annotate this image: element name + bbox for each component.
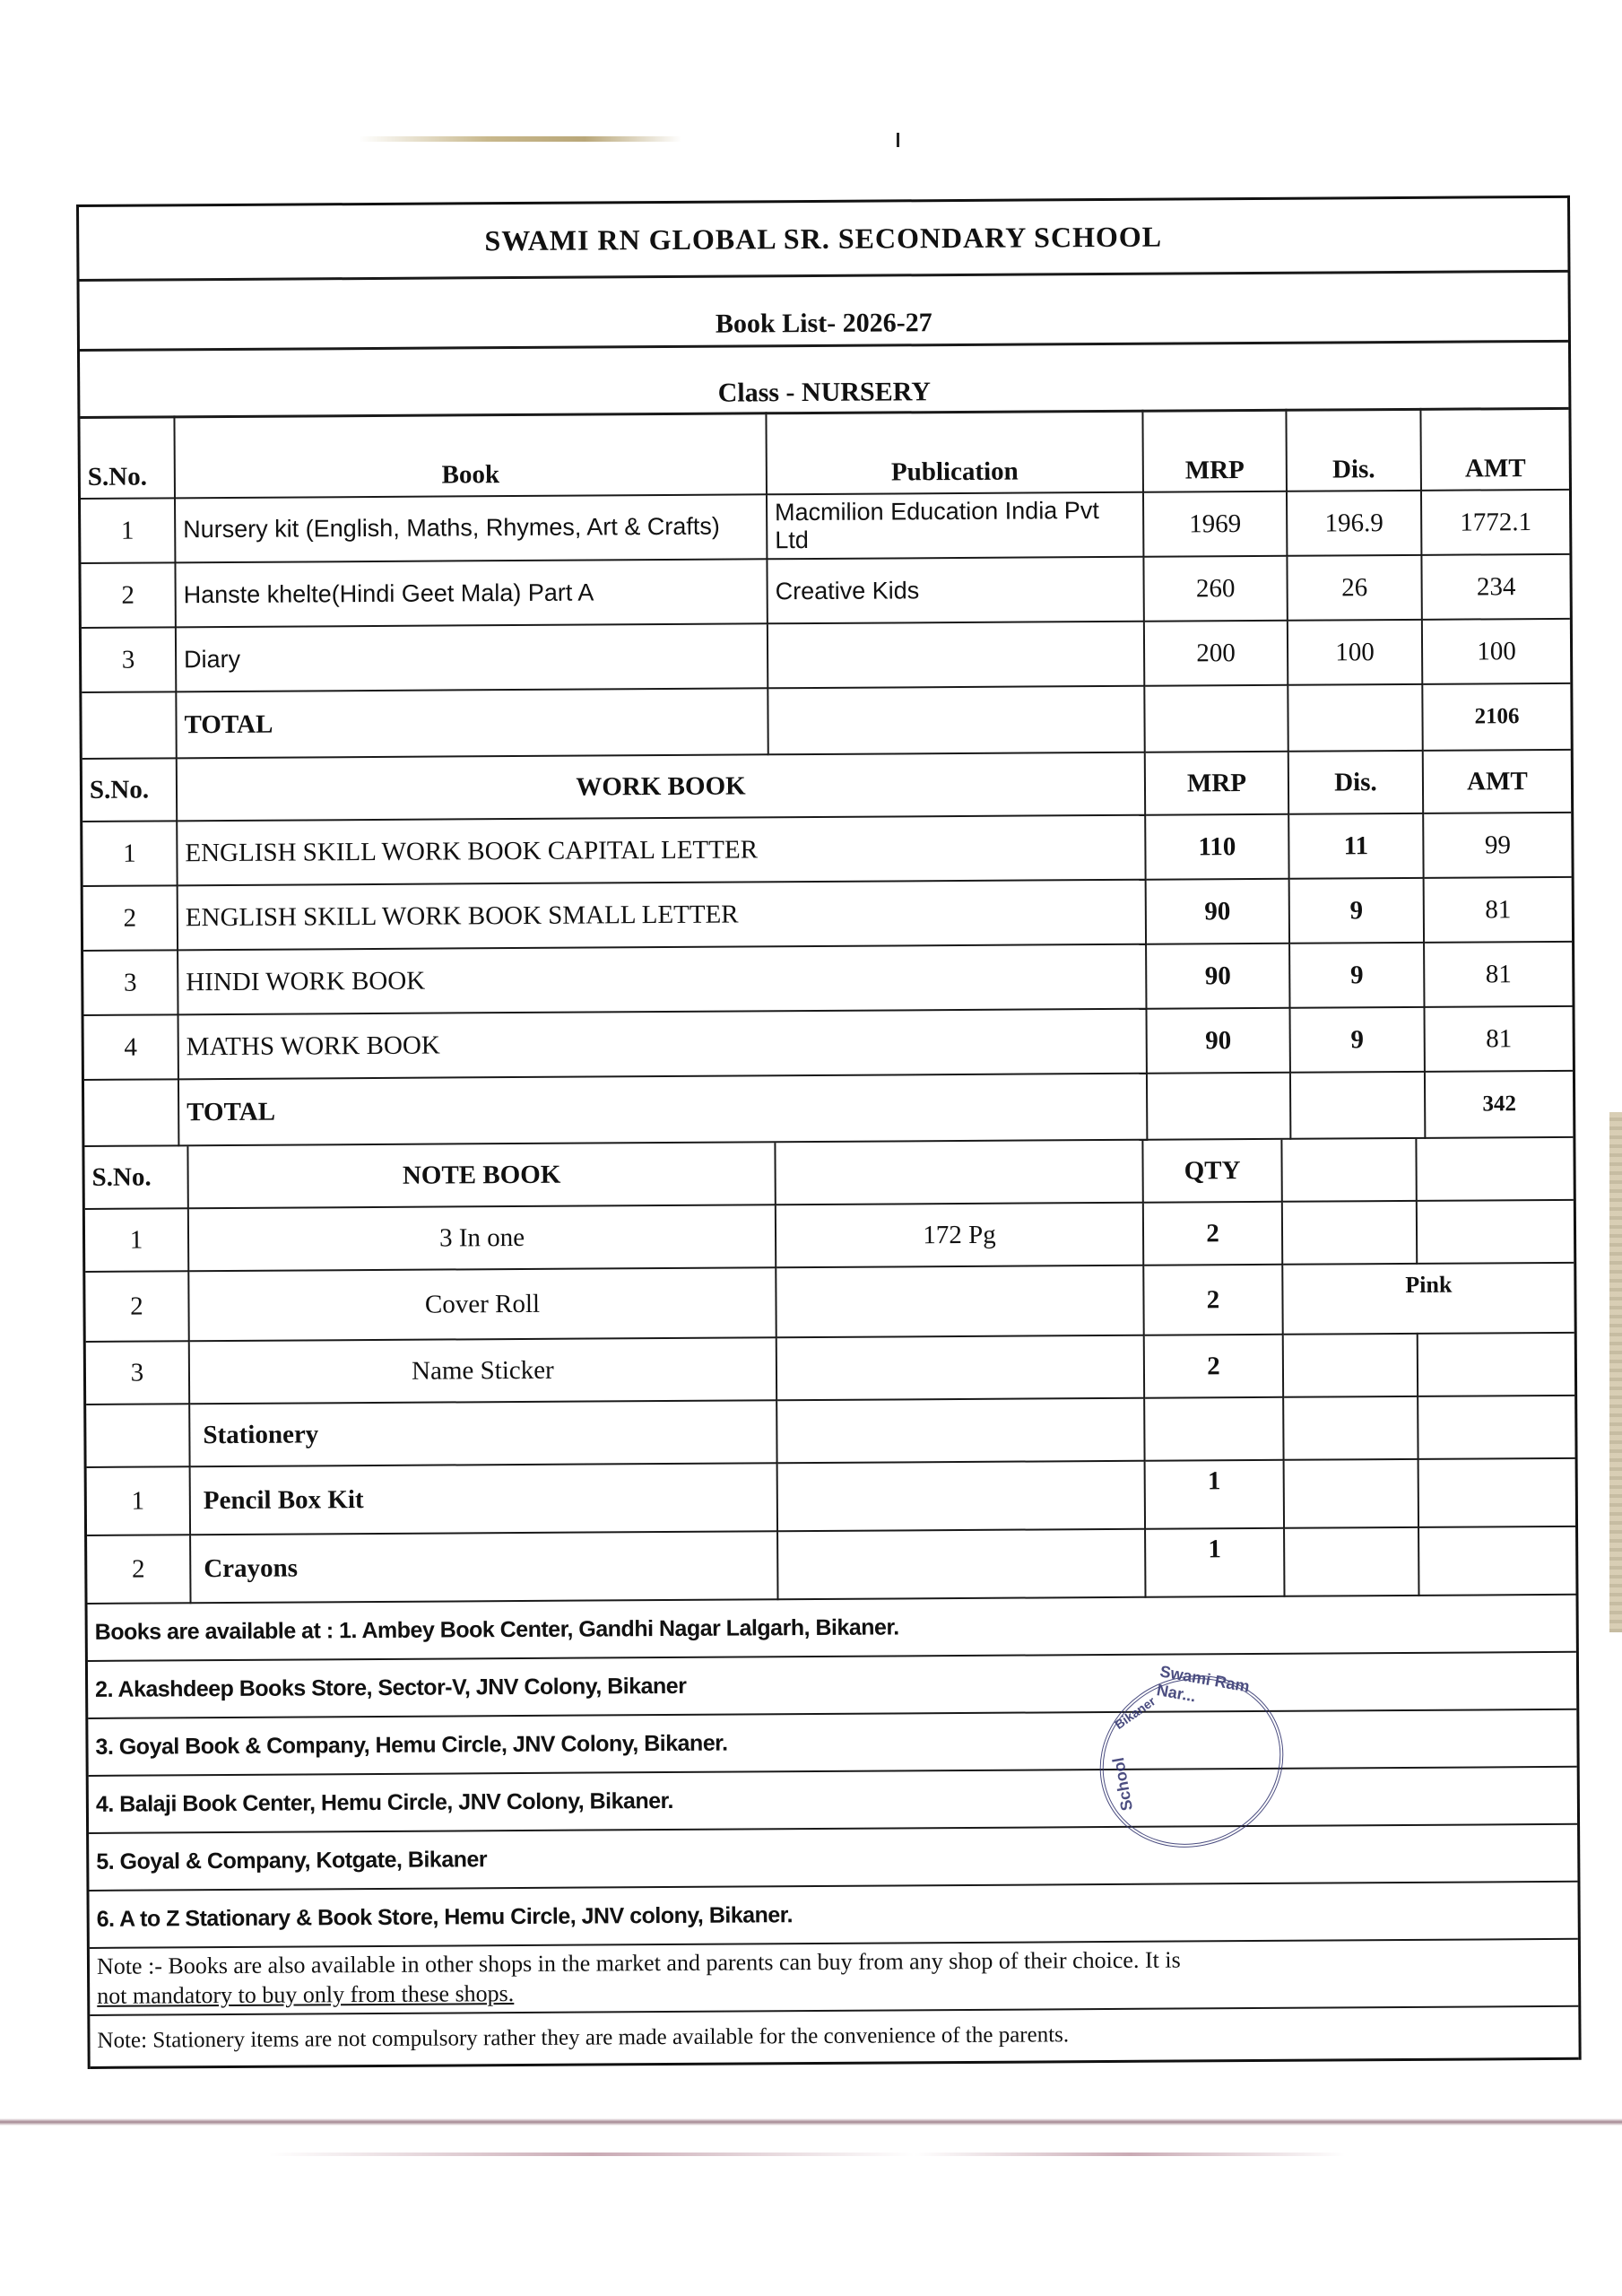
- total-row: [82, 683, 1570, 759]
- row-detail: [776, 1265, 1143, 1338]
- table-row: [84, 1006, 1573, 1080]
- shop-item: 5. Goyal & Company, Kotgate, Bikaner: [89, 1824, 1577, 1891]
- col-amt: AMT: [1423, 751, 1571, 813]
- table-row: [87, 1458, 1575, 1535]
- scan-mark: [897, 133, 899, 147]
- col-notebook: NOTE BOOK: [187, 1143, 775, 1208]
- row-amt: 81: [1424, 942, 1572, 1007]
- workbook-table-header: [82, 751, 1571, 822]
- table-row: [83, 877, 1572, 951]
- col-dis: Dis.: [1288, 752, 1423, 814]
- table-row: [83, 942, 1572, 1015]
- scan-artifact-bottom-2: [269, 2152, 1345, 2156]
- books-table: [80, 407, 1570, 760]
- col-qty: QTY: [1142, 1140, 1281, 1203]
- stationery-header-row: [86, 1396, 1574, 1467]
- stationery-label: Stationery: [189, 1400, 776, 1466]
- row-amt: 81: [1424, 1006, 1572, 1072]
- row-book: ENGLISH SKILL WORK BOOK CAPITAL LETTER: [177, 815, 1145, 886]
- stamp-top-text: Swami Ram Nar...: [1155, 1662, 1252, 1706]
- row-qty: 2: [1143, 1202, 1282, 1265]
- row-amt: 99: [1423, 813, 1571, 878]
- col-mrp: MRP: [1142, 410, 1287, 491]
- col-detail: [775, 1141, 1142, 1205]
- row-publication: [768, 622, 1144, 689]
- row-sno: 2: [85, 1271, 188, 1342]
- row-sno: 4: [84, 1014, 178, 1080]
- row-item: Pencil Box Kit: [190, 1463, 777, 1535]
- row-sno: 3: [82, 627, 176, 692]
- row-sno: 3: [83, 950, 178, 1015]
- books-table-header: [80, 408, 1569, 499]
- scan-edge-right: [1609, 1112, 1622, 1632]
- row-mrp: 110: [1145, 814, 1288, 880]
- scan-artifact-top: [359, 136, 681, 142]
- class-label: Class - NURSERY: [717, 377, 932, 408]
- col-amt: AMT: [1420, 408, 1569, 491]
- table-row: [81, 554, 1569, 628]
- row-sno: 2: [87, 1535, 190, 1604]
- col-workbook: WORK BOOK: [177, 753, 1145, 822]
- total-row: [84, 1071, 1573, 1146]
- row-item: 3 In one: [188, 1205, 776, 1271]
- total-label: TOTAL: [178, 1074, 1147, 1146]
- row-dis: 9: [1289, 943, 1424, 1008]
- total-amt: 342: [1425, 1071, 1573, 1138]
- col-sno: S.No.: [80, 417, 175, 499]
- notebook-table-header: [84, 1138, 1573, 1209]
- row-publication: Creative Kids: [767, 557, 1143, 624]
- row-color: Pink: [1282, 1263, 1574, 1335]
- shop-item: 3. Goyal Book & Company, Hemu Circle, JNV Colony, Bikaner.: [88, 1709, 1576, 1776]
- row-book: MATHS WORK BOOK: [178, 1009, 1147, 1080]
- row-sno: 1: [82, 821, 177, 886]
- stamp-left-text: School: [1108, 1755, 1137, 1813]
- notebook-table: [84, 1138, 1575, 1605]
- col-mrp: MRP: [1145, 752, 1288, 815]
- note-stationery: Note: Stationery items are not compulsory rather they are made available for the convenience of the parents.: [90, 2006, 1578, 2068]
- row-sno: 2: [81, 562, 175, 628]
- row-dis: 196.9: [1287, 491, 1421, 556]
- col-dis: Dis.: [1286, 409, 1421, 491]
- workbook-table: [82, 751, 1574, 1147]
- table-row: [85, 1263, 1574, 1342]
- table-row: [85, 1200, 1574, 1272]
- col-sno: S.No.: [84, 1146, 187, 1209]
- row-book: Hanste khelte(Hindi Geet Mala) Part A: [175, 559, 767, 627]
- row-detail: [776, 1335, 1144, 1401]
- row-qty: 2: [1144, 1335, 1283, 1398]
- row-mrp: 200: [1144, 621, 1288, 686]
- note-shops-line1: Note :- Books are also available in other shops in the market and parents can buy from any shop of their choice. It is: [96, 1946, 1181, 1979]
- row-book: HINDI WORK BOOK: [178, 944, 1146, 1015]
- shop-item: 6. A to Z Stationary & Book Store, Hemu Circle, JNV colony, Bikaner.: [89, 1882, 1577, 1948]
- row-mrp: 90: [1147, 1008, 1290, 1074]
- row-amt: 234: [1421, 554, 1569, 620]
- shop-item: 2. Akashdeep Books Store, Sector-V, JNV Colony, Bikaner: [88, 1652, 1576, 1718]
- stamp-center-text: Bikaner: [1112, 1693, 1158, 1732]
- row-dis: 9: [1289, 878, 1424, 944]
- table-row: [86, 1333, 1574, 1405]
- row-sno: 3: [86, 1341, 189, 1405]
- row-dis: 9: [1289, 1007, 1424, 1073]
- row-sno: 1: [85, 1208, 188, 1272]
- shop-item: Books are available at : 1. Ambey Book Center, Gandhi Nagar Lalgarh, Bikaner.: [88, 1596, 1576, 1661]
- row-mrp: 90: [1146, 879, 1289, 944]
- shop-item: 4. Balaji Book Center, Hemu Circle, JNV Colony, Bikaner.: [89, 1767, 1577, 1833]
- row-item: Crayons: [190, 1531, 777, 1603]
- row-dis: 11: [1288, 813, 1423, 879]
- row-item: Name Sticker: [189, 1337, 776, 1404]
- row-mrp: 260: [1143, 556, 1287, 622]
- row-amt: 100: [1422, 619, 1570, 684]
- row-publication: Macmilion Education India Pvt Ltd: [767, 492, 1143, 560]
- note-shops: [90, 1939, 1578, 2015]
- row-mrp: 90: [1146, 944, 1289, 1009]
- scan-artifact-bottom: [0, 2118, 1622, 2126]
- book-list-title: Book List- 2026-27: [80, 273, 1568, 352]
- row-mrp: 1969: [1143, 491, 1287, 557]
- book-list-sheet: [76, 196, 1582, 2069]
- total-amt: 2106: [1422, 683, 1570, 751]
- table-row: [82, 619, 1570, 692]
- row-dis: 26: [1287, 555, 1421, 621]
- row-detail: 172 Pg: [776, 1203, 1143, 1268]
- table-row: [82, 813, 1571, 886]
- row-item: Cover Roll: [188, 1267, 776, 1341]
- row-book: ENGLISH SKILL WORK BOOK SMALL LETTER: [178, 880, 1146, 951]
- table-row: [87, 1526, 1575, 1604]
- row-amt: 81: [1424, 877, 1572, 943]
- row-sno: 2: [83, 885, 178, 951]
- table-row: [81, 490, 1569, 563]
- row-qty: 1: [1145, 1460, 1284, 1529]
- school-name: SWAMI RN GLOBAL SR. SECONDARY SCHOOL: [79, 198, 1567, 282]
- row-qty: 1: [1145, 1528, 1284, 1597]
- row-amt: 1772.1: [1421, 490, 1569, 555]
- note-shops-line2: not mandatory to buy only from these shops.: [97, 1979, 515, 2009]
- row-book: Diary: [176, 623, 768, 691]
- col-sno: S.No.: [82, 759, 177, 822]
- total-label: TOTAL: [176, 688, 768, 758]
- row-qty: 2: [1143, 1265, 1282, 1335]
- row-dis: 100: [1288, 620, 1422, 685]
- row-book: Nursery kit (English, Maths, Rhymes, Art & Crafts): [175, 494, 767, 562]
- row-sno: 1: [87, 1466, 190, 1535]
- col-publication: Publication: [766, 411, 1143, 494]
- row-sno: 1: [81, 498, 175, 563]
- col-book: Book: [174, 413, 767, 499]
- shops-and-notes: [88, 1596, 1579, 2069]
